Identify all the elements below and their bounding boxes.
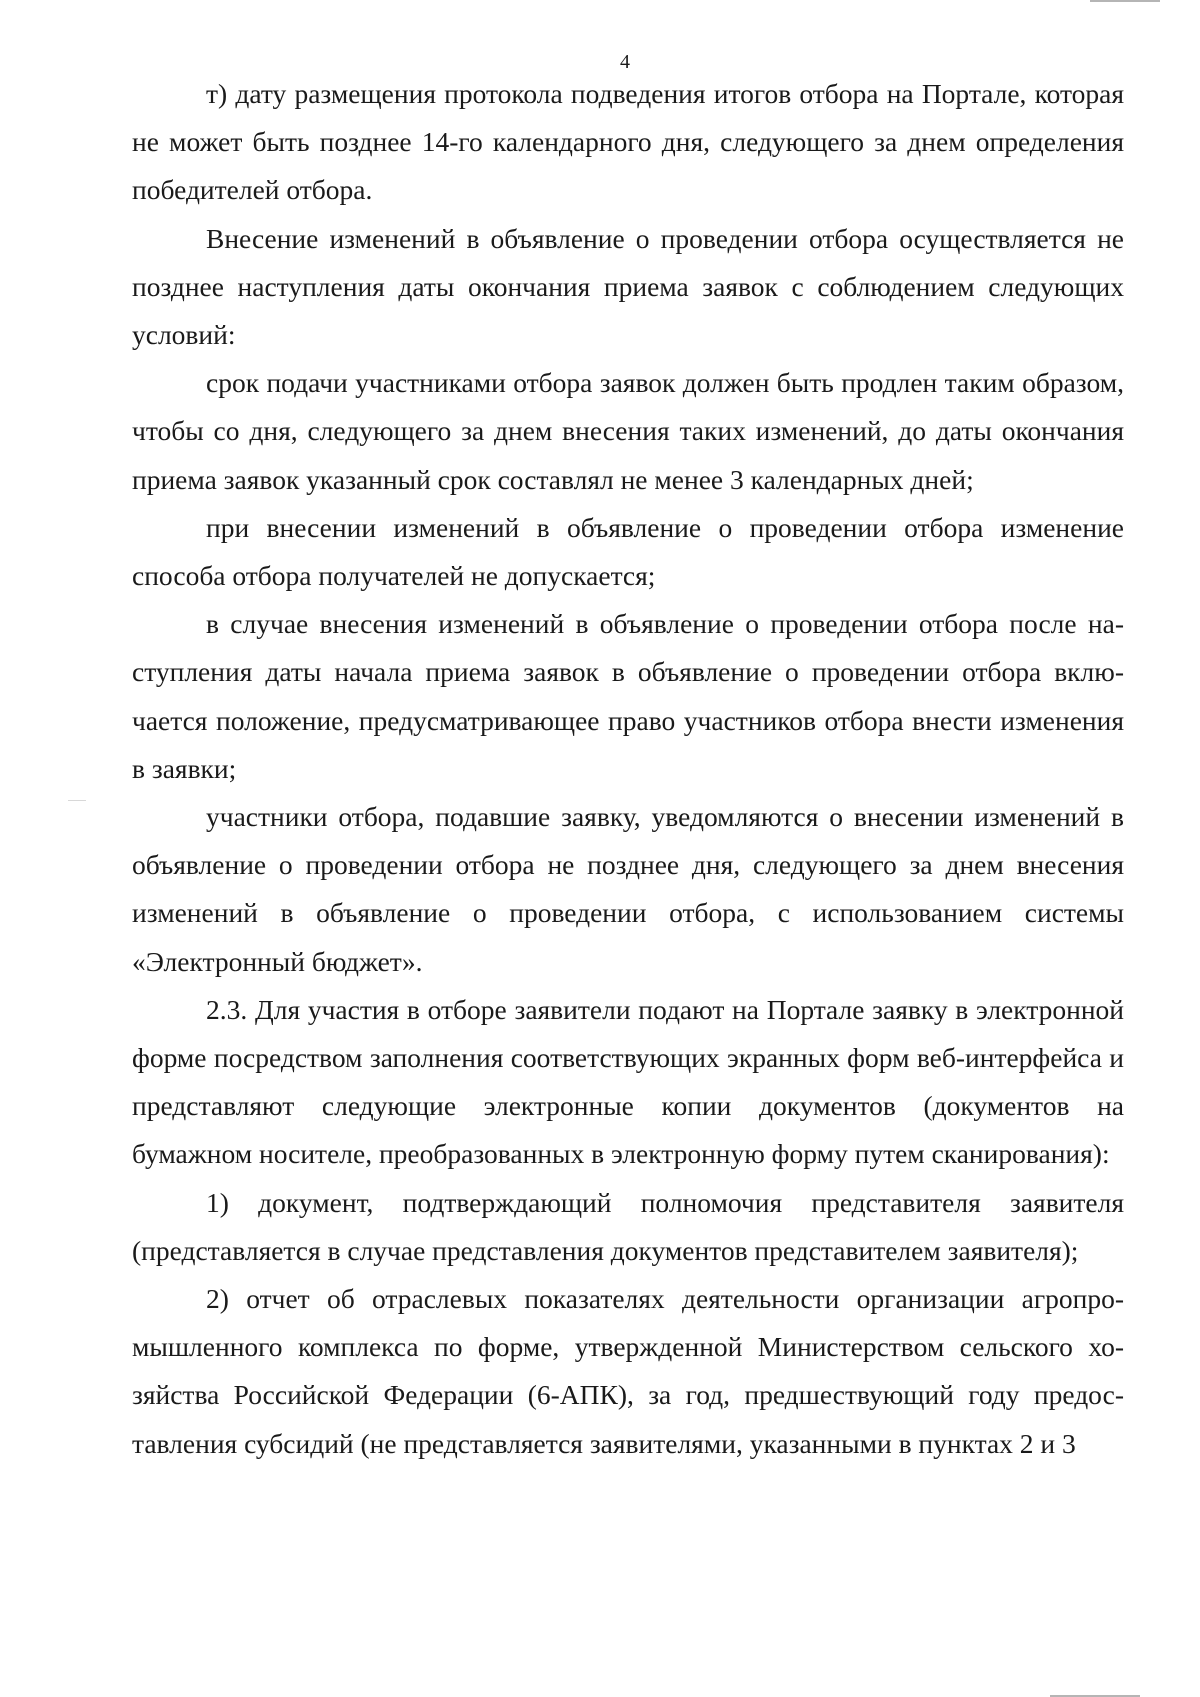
scan-artifact-top-right <box>1090 0 1160 2</box>
paragraph-notification: участники отбора, подавшие заявку, уведомляются о внесении изменений в объявление о проведении отбора не позднее дня, следующего за днем внесения изменений в объявление о проведении отбора, с использованием системы «Электронный бюджет». <box>132 801 1124 977</box>
document-body <box>132 70 1124 1468</box>
page-number: 4 <box>620 51 630 73</box>
paragraph-deadline-extension: срок подачи участниками отбора заявок должен быть продлен таким образом, чтобы со дня, следующего за днем внесения таких изменений, до даты окончания приема заявок указанный срок составлял не менее 3 календарных дней; <box>132 367 1124 495</box>
scan-artifact-left-edge <box>68 800 86 801</box>
paragraph-section-2-3: 2.3. Для участия в отборе заявители подают на Портале заявку в электронной форме посредством заполнения соответствующих экранных форм веб-интерфейса и представляют следующие электронные копии документов (документов на бумажном носителе, преобразованных в электронную форму путем сканирования): <box>132 993 1124 1170</box>
paragraph-amendment-rules: Внесение изменений в объявление о проведении отбора осуществляется не позднее наступления даты окончания приема заявок с соблюдением следующих условий: <box>132 222 1124 351</box>
paragraph-change-after-start: в случае внесения изменений в объявление о проведении отбора после наступления даты начала приема заявок в объявление о проведении отбора включается положение, предусматривающее право участников отбора внести изменения в заявки; <box>132 608 1124 784</box>
paragraph-method-change: при внесении изменений в объявление о проведении отбора изменение способа отбора получателей не допускается; <box>132 511 1124 592</box>
paragraph-doc-1: 1) документ, подтверждающий полномочия представителя заявителя (представляется в случае представления документов представителем заявителя); <box>132 1186 1124 1266</box>
paragraph-item-t: т) дату размещения протокола подведения итогов отбора на Портале, которая не может быть позднее 14-го календарного дня, следующего за днем определения победителей отбора. <box>132 78 1124 206</box>
paragraph-doc-2: 2) отчет об отраслевых показателях деятельности организации агропромышленного комплекса по форме, утвержденной Министерством сельского хозяйства Российской Федерации (6-АПК), за год, предшествующий году предоставления субсидий (не представляется заявителями, указанными в пунктах 2 и 3 <box>132 1283 1124 1459</box>
